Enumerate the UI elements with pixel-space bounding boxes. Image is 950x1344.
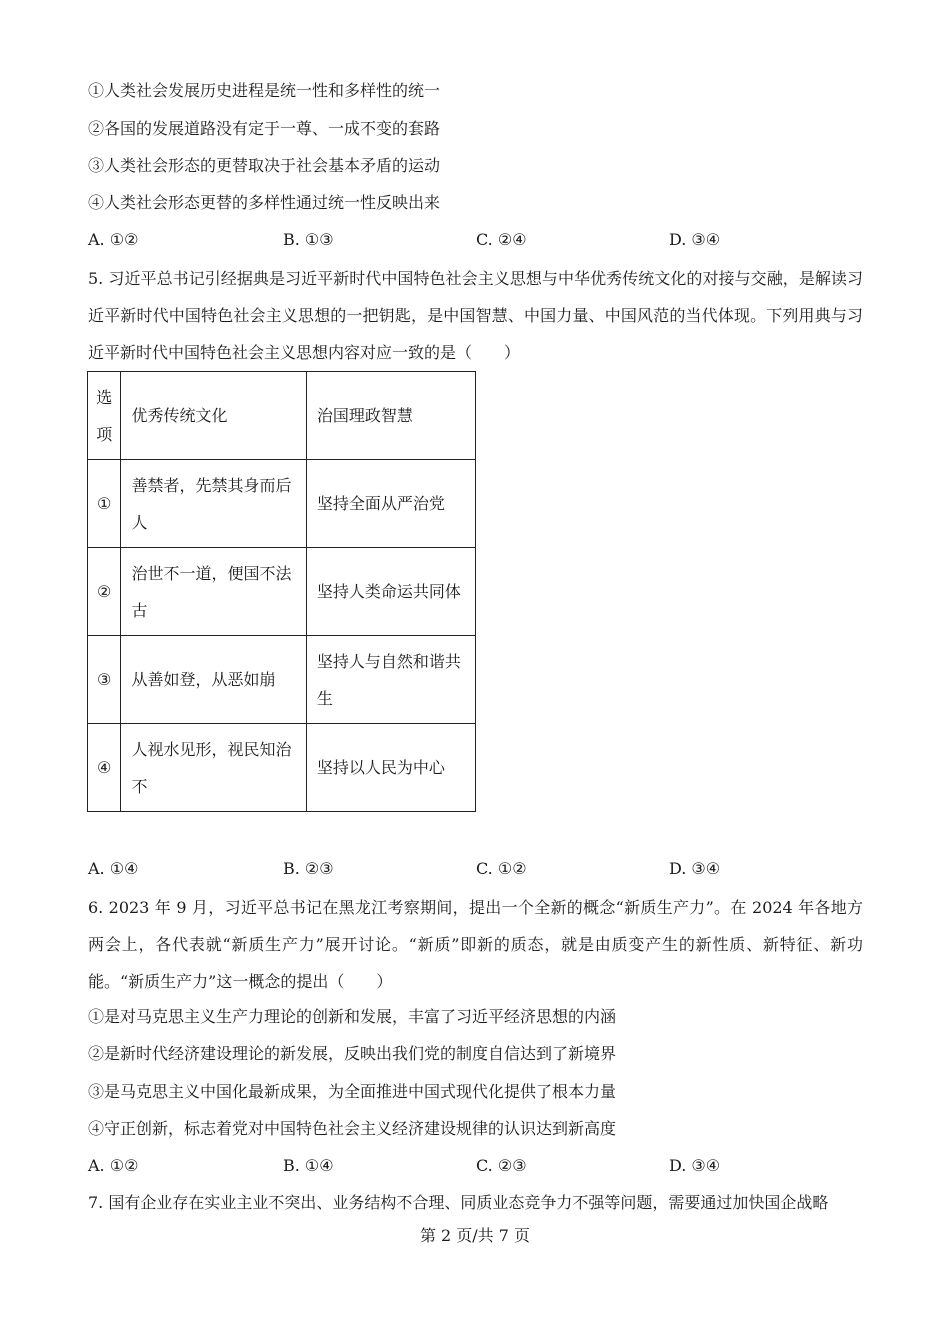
culture-cell: 治世不一道，便国不法古 <box>121 548 306 636</box>
table-row <box>88 548 476 636</box>
q4-option-b[interactable]: B. ①③ <box>283 230 334 249</box>
culture-cell: 人视水见形，视民知治不 <box>121 724 306 812</box>
table-row <box>88 460 476 548</box>
q4-statement-1: ①人类社会发展历史进程是统一性和多样性的统一 <box>88 81 441 100</box>
row-label: ① <box>88 460 121 548</box>
q6-statement-4: ④守正创新，标志着党对中国特色社会主义经济建设规律的认识达到新高度 <box>88 1119 617 1138</box>
wisdom-cell: 坚持以人民为中心 <box>306 724 475 812</box>
q6-option-d[interactable]: D. ③④ <box>669 1156 721 1175</box>
table-header-culture: 优秀传统文化 <box>121 372 306 460</box>
q4-statement-2: ②各国的发展道路没有定于一尊、一成不变的套路 <box>88 119 441 138</box>
culture-cell: 善禁者，先禁其身而后人 <box>121 460 306 548</box>
row-label: ③ <box>88 636 121 724</box>
wisdom-cell: 坚持人类命运共同体 <box>306 548 475 636</box>
table-row <box>88 724 476 812</box>
q4-option-d[interactable]: D. ③④ <box>669 230 721 249</box>
q6-stem: 6. 2023 年 9 月，习近平总书记在黑龙江考察期间，提出一个全新的概念“新质生产力”。在 2024 年各地方两会上，各代表就“新质生产力”展开讨论。“新质”即新的质态，就是由质变产生的新性质、新特征、新功能。“新质生产力”这一概念的提出（ ） <box>88 898 863 991</box>
q6-option-c[interactable]: C. ②③ <box>476 1156 527 1175</box>
q7-stem: 7. 国有企业存在实业主业不突出、业务结构不合理、同质业态竞争力不强等问题，需要通过加快国企战略 <box>88 1193 829 1212</box>
q6-statement-1: ①是对马克思主义生产力理论的创新和发展，丰富了习近平经济思想的内涵 <box>88 1007 617 1026</box>
table-header-row <box>88 372 476 460</box>
q6-statement-2: ②是新时代经济建设理论的新发展，反映出我们党的制度自信达到了新境界 <box>88 1044 617 1063</box>
q6-options <box>88 1154 863 1178</box>
q6-option-a[interactable]: A. ①② <box>88 1156 139 1175</box>
row-label: ② <box>88 548 121 636</box>
page-footer: 第 2 页/共 7 页 <box>419 1226 531 1245</box>
q5-option-a[interactable]: A. ①④ <box>88 859 139 878</box>
table-header-option: 选项 <box>88 372 121 460</box>
q4-option-a[interactable]: A. ①② <box>88 230 139 249</box>
q5-stem: 5. 习近平总书记引经据典是习近平新时代中国特色社会主义思想与中华优秀传统文化的对接与交融，是解读习近平新时代中国特色社会主义思想的一把钥匙，是中国智慧、中国力量、中国风范的当代体现。下列用典与习近平新时代中国特色社会主义思想内容对应一致的是（ ） <box>88 269 863 362</box>
wisdom-cell: 坚持全面从严治党 <box>306 460 475 548</box>
q5-options <box>88 857 863 881</box>
q4-options <box>88 228 863 252</box>
culture-cell: 从善如登，从恶如崩 <box>121 636 306 724</box>
wisdom-cell: 坚持人与自然和谐共生 <box>306 636 475 724</box>
q5-table <box>87 371 476 812</box>
table-header-wisdom: 治国理政智慧 <box>306 372 475 460</box>
q6-option-b[interactable]: B. ①④ <box>283 1156 334 1175</box>
q5-option-d[interactable]: D. ③④ <box>669 859 721 878</box>
q5-option-b[interactable]: B. ②③ <box>283 859 334 878</box>
table-row <box>88 636 476 724</box>
row-label: ④ <box>88 724 121 812</box>
q5-option-c[interactable]: C. ①② <box>476 859 527 878</box>
q4-option-c[interactable]: C. ②④ <box>476 230 527 249</box>
q4-statement-3: ③人类社会形态的更替取决于社会基本矛盾的运动 <box>88 156 441 175</box>
q4-statement-4: ④人类社会形态更替的多样性通过统一性反映出来 <box>88 193 441 212</box>
q6-statement-3: ③是马克思主义中国化最新成果，为全面推进中国式现代化提供了根本力量 <box>88 1082 617 1101</box>
